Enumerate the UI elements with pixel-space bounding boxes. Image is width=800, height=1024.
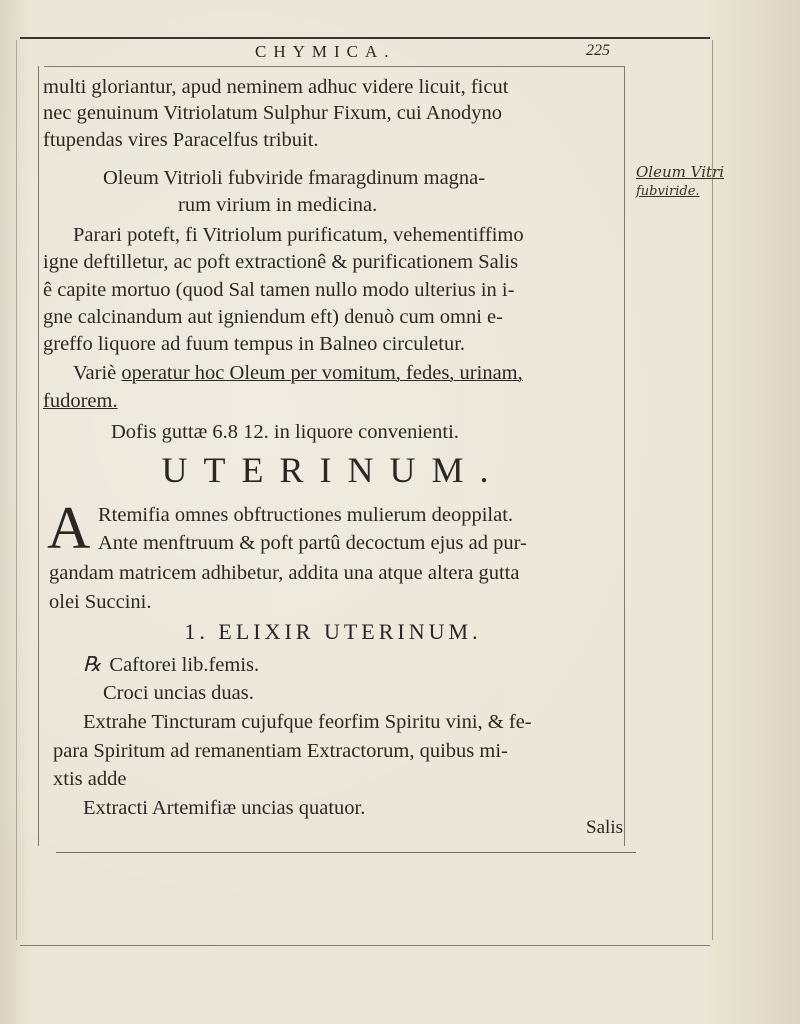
- top-rule: [20, 37, 710, 39]
- section-title: UTERINUM.: [161, 450, 505, 490]
- page-edge-line: [16, 40, 17, 940]
- text-line: Rtemifia omnes obftructiones mulierum deoppilat.: [98, 504, 514, 526]
- bottom-rule: [56, 852, 636, 853]
- text-line: igne deftilletur, ac poft extractionê & purificationem Salis: [43, 251, 519, 273]
- text-line: ftupendas vires Paracelfus tribuit.: [43, 129, 319, 151]
- text-line: greffo liquore ad fuum tempus in Balneo circuletur.: [43, 333, 466, 355]
- page-number: 225: [586, 42, 610, 59]
- varie-prefix: Variè: [73, 362, 122, 384]
- right-margin-line: [624, 66, 625, 846]
- recipe-mark: ℞: [83, 654, 102, 676]
- drop-cap: A: [47, 495, 91, 561]
- oleum-heading: Oleum Vitrioli fubviride fmaragdinum magna-: [103, 167, 486, 189]
- catchword: Salis: [586, 817, 623, 838]
- elixir-title: 1. ELIXIR UTERINUM.: [184, 619, 482, 644]
- dosis-line: Dofis guttæ 6.8 12. in liquore convenienti.: [111, 421, 459, 443]
- page-bottom-rule: [20, 945, 710, 946]
- text-line: multi gloriantur, apud neminem adhuc videre licuit, ficut: [43, 76, 509, 98]
- text-line: Ante menftruum & poft partû decoctum ejus ad pur-: [98, 532, 527, 554]
- text-line: gandam matricem adhibetur, addita una atque altera gutta: [49, 562, 520, 584]
- fudorem-line: fudorem.: [43, 390, 118, 412]
- recipe-line: [83, 653, 259, 677]
- text-line: gne calcinandum aut igniendum eft) denuò cum omni e-: [43, 306, 503, 328]
- recipe-line: Extracti Artemifiæ uncias quatuor.: [83, 797, 366, 819]
- recipe-line: para Spiritum ad remanentiam Extractorum, quibus mi-: [53, 740, 508, 762]
- oleum-heading-cont: rum virium in medicina.: [178, 194, 378, 216]
- recipe-line: Croci uncias duas.: [103, 682, 254, 704]
- varie-underlined: operatur hoc Oleum per vomitum, fedes, urinam,: [121, 362, 523, 384]
- margin-note-line: Oleum Vitri: [636, 163, 724, 181]
- text-line: nec genuinum Vitriolatum Sulphur Fixum, cui Anodyno: [43, 102, 503, 124]
- recipe-line: Extrahe Tincturam cujufque feorfim Spiritu vini, & fe-: [83, 711, 532, 733]
- varie-line: [73, 361, 523, 385]
- running-title: CHYMICA.: [255, 42, 396, 61]
- text-line: ê capite mortuo (quod Sal tamen nullo modo ulterius in i-: [43, 279, 515, 301]
- left-margin-line: [38, 66, 39, 846]
- text-line: olei Succini.: [49, 591, 152, 613]
- text-line: Parari poteft, fi Vitriolum purificatum, vehementiffimo: [73, 224, 524, 246]
- margin-note: [636, 162, 724, 202]
- recipe-ingredient: Caftorei lib.femis.: [109, 654, 260, 676]
- margin-note-line: fubviride.: [636, 184, 700, 199]
- header-rule: [44, 66, 624, 67]
- recipe-line: xtis adde: [53, 768, 127, 790]
